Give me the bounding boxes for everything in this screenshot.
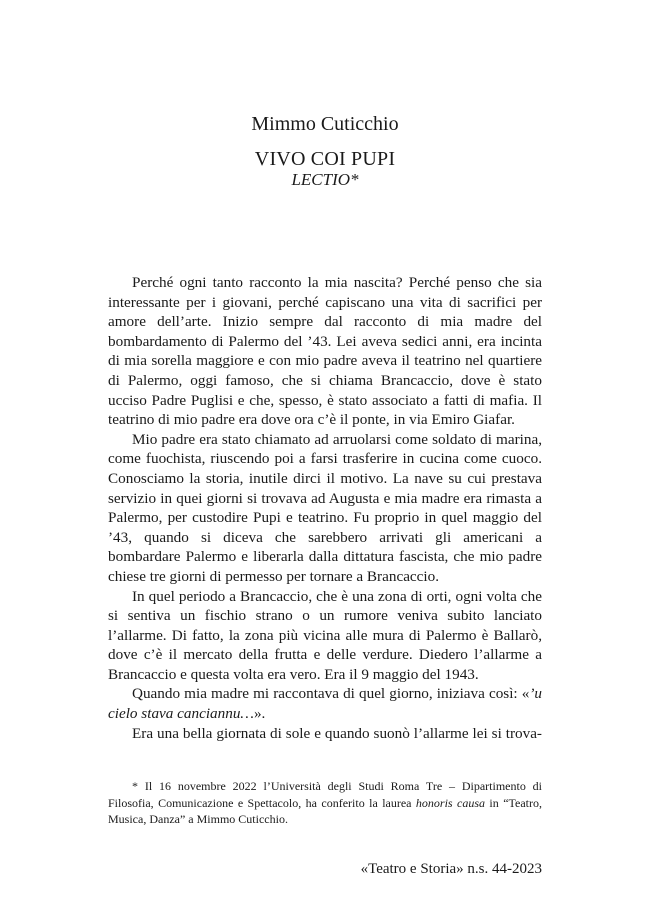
paragraph-4-suffix: ». xyxy=(253,705,266,723)
footnote-prefix: * Il 16 novembre 2022 l’Università degli Studi Roma Tre – Dipartimento di Filosofia, Comunicazione e Spettacolo, ha conferito la laurea xyxy=(108,779,542,810)
paragraph-4-prefix: Quando mia madre mi raccontava di quel giorno, iniziava così: « xyxy=(132,685,530,703)
footnote-italic: honoris causa xyxy=(415,795,486,810)
paragraph-2: Mio padre era stato chiamato ad arruolarsi come soldato di marina, come fuochista, riuscendo poi a farsi trasferire in cucina come cuoco. Conosciamo la storia, inutile dirci il motivo. La nave su cui prestava servizio in quei giorni si trovava ad Augusta e mia madre era rimasta a Palermo, per custodire Pupi e teatrino. Fu proprio in quel maggio del ’43, quando si diceva che sarebbero arrivati gli americani a bombardare Palermo e liberarla dalla dittatura fascista, che mio padre chiese tre giorni di permesso per tornare a Brancaccio. xyxy=(108,430,542,585)
paragraph-1: Perché ogni tanto racconto la mia nascita? Perché penso che sia interessante per i giovani, perché capiscano una vita di sacrifici per amore dell’arte. Inizio sempre dal racconto di mia madre del bombardamento di Palermo del ’43. Lei aveva sedici anni, era incinta di mia sorella maggiore e con mio padre aveva il teatrino nel quartiere di Palermo, oggi famoso, che si chiama Brancaccio, dove è stato ucciso Padre Puglisi e che, spesso, è stato associato a fatti di mafia. Il teatrino di mio padre era dove ora c’è il ponte, in via Emiro Giafar. xyxy=(108,274,542,429)
paragraph-3: In quel periodo a Brancaccio, che è una zona di orti, ogni volta che si sentiva un fischio strano o un rumore veniva subito lanciato l’allarme. Di fatto, la zona più vicina alle mura di Palermo è Ballarò, dove c’è il mercato della frutta e delle verdure. Diedero l’allarme a Brancaccio e questa volta era vero. Era il 9 maggio del 1943. xyxy=(108,587,542,683)
article-body xyxy=(108,273,542,743)
paragraph-4 xyxy=(108,684,542,723)
journal-footer: «Teatro e Storia» n.s. 44-2023 xyxy=(360,861,542,877)
author-name: Mimmo Cuticchio xyxy=(251,113,399,135)
article-title: VIVO COI PUPI xyxy=(254,148,396,170)
footnote xyxy=(108,778,542,828)
paragraph-5: Era una bella giornata di sole e quando suonò l’allarme lei si trova- xyxy=(132,724,542,742)
article-subtitle: LECTIO* xyxy=(291,170,359,189)
footnote-suffix: in “Teatro, Musica, Danza” a Mimmo Cuticchio. xyxy=(108,795,542,826)
dialect-quote: ’u cielo stava canciannu… xyxy=(108,685,542,723)
